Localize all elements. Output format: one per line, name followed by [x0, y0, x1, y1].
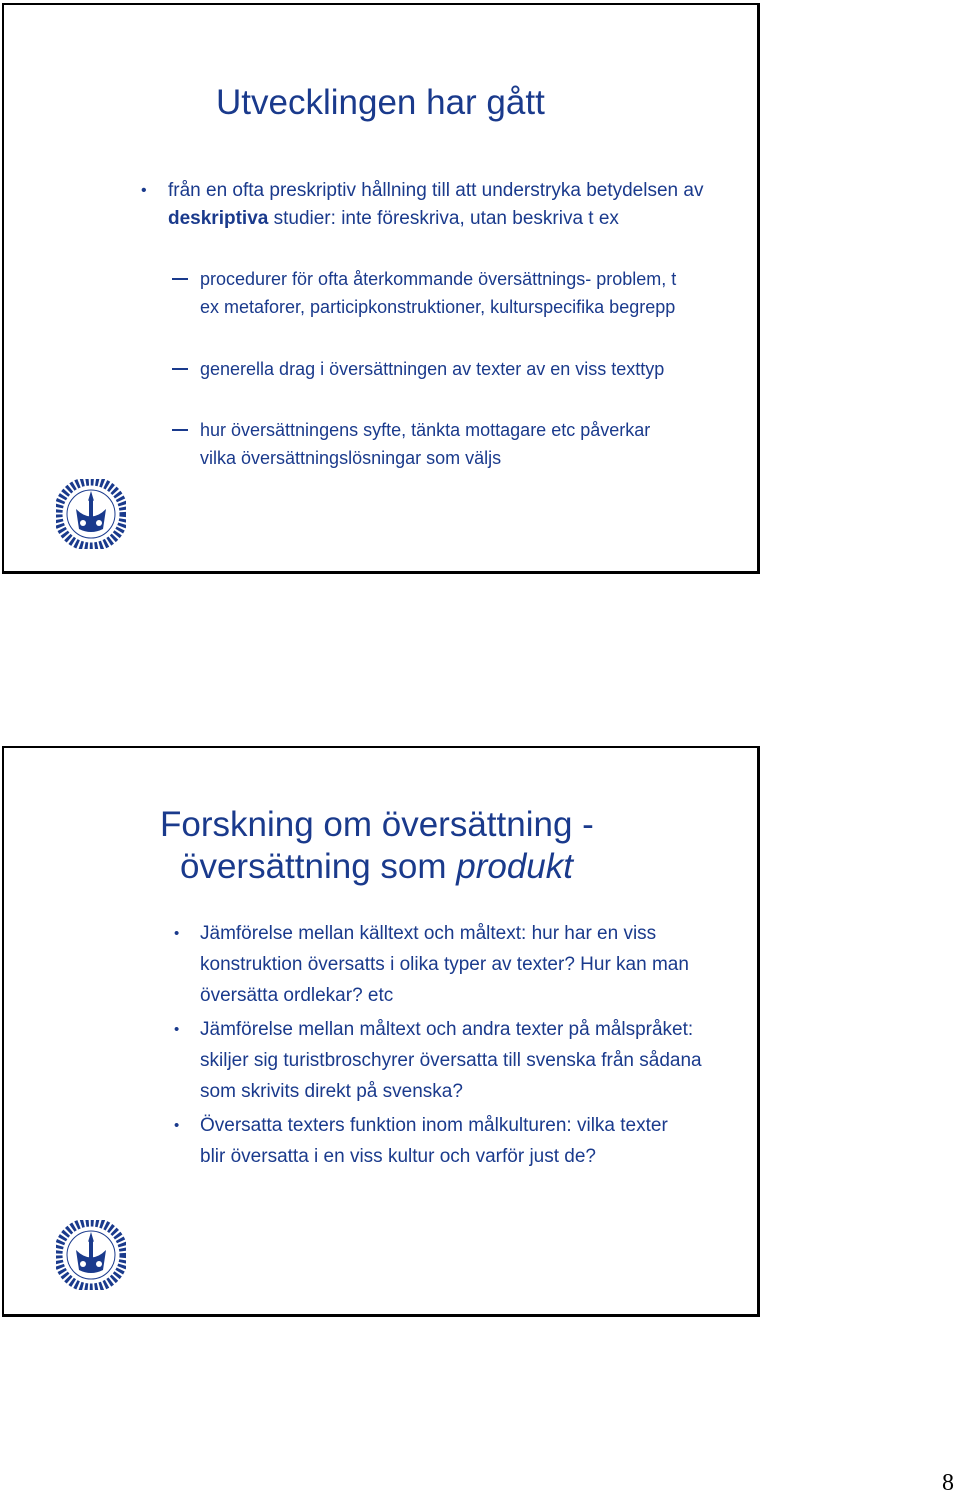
sub-bullet-text: hur översättningens syfte, tänkta mottagare etc påverkar vilka översättningslösningar som väljs: [200, 420, 651, 468]
sub-bullet-item: [200, 355, 700, 383]
bullet-text: Jämförelse mellan måltext och andra texter på målspråket: skiljer sig turistbroschyrer översatta till svenska från sådana som skrivits direkt på svenska?: [200, 1019, 702, 1102]
bullet-item: [174, 918, 720, 1011]
bullet-icon: •: [174, 1117, 180, 1134]
slide-2: [2, 746, 760, 1317]
bullet-icon: •: [174, 925, 180, 942]
title-line-2-italic: produkt: [456, 847, 573, 886]
slide-1: [2, 3, 760, 574]
bullet-bold-text: deskriptiva: [168, 208, 269, 229]
bullet-text: Översatta texters funktion inom målkulturen: vilka texter blir översatta i en viss kultur och varför just de?: [200, 1115, 668, 1167]
university-seal-logo: [56, 479, 126, 549]
page-number: 8: [942, 1470, 954, 1496]
sub-bullet-item: [200, 416, 670, 472]
bullet-text: Jämförelse mellan källtext och måltext: hur har en viss konstruktion översatts i olika typer av texter? Hur kan man översätta ordlekar? etc: [200, 923, 689, 1006]
slide-title: [160, 804, 594, 888]
slide-title: Utvecklingen har gått: [216, 83, 545, 122]
title-line-2: [160, 846, 594, 888]
bullet-item: [141, 177, 708, 233]
bullet-icon: •: [141, 182, 147, 199]
university-seal-logo: [56, 1220, 126, 1290]
bullet-text-continued: studier: inte föreskriva, utan beskriva t ex: [268, 208, 619, 229]
dash-icon: [172, 429, 188, 431]
title-line-1: Forskning om översättning -: [160, 805, 594, 844]
bullet-icon: •: [174, 1021, 180, 1038]
bullet-item: [174, 1014, 720, 1107]
bullet-item: [174, 1110, 680, 1172]
sub-bullet-text: generella drag i översättningen av texter av en viss texttyp: [200, 359, 665, 379]
sub-bullet-item: [200, 265, 700, 321]
sub-bullet-text: procedurer för ofta återkommande översättnings- problem, t ex metaforer, participkonstruktioner, kulturspecifika begrepp: [200, 269, 677, 317]
dash-icon: [172, 368, 188, 370]
title-line-2-plain: översättning som: [180, 847, 457, 886]
dash-icon: [172, 278, 188, 280]
bullet-text: från en ofta preskriptiv hållning till att understryka betydelsen av: [168, 180, 704, 201]
